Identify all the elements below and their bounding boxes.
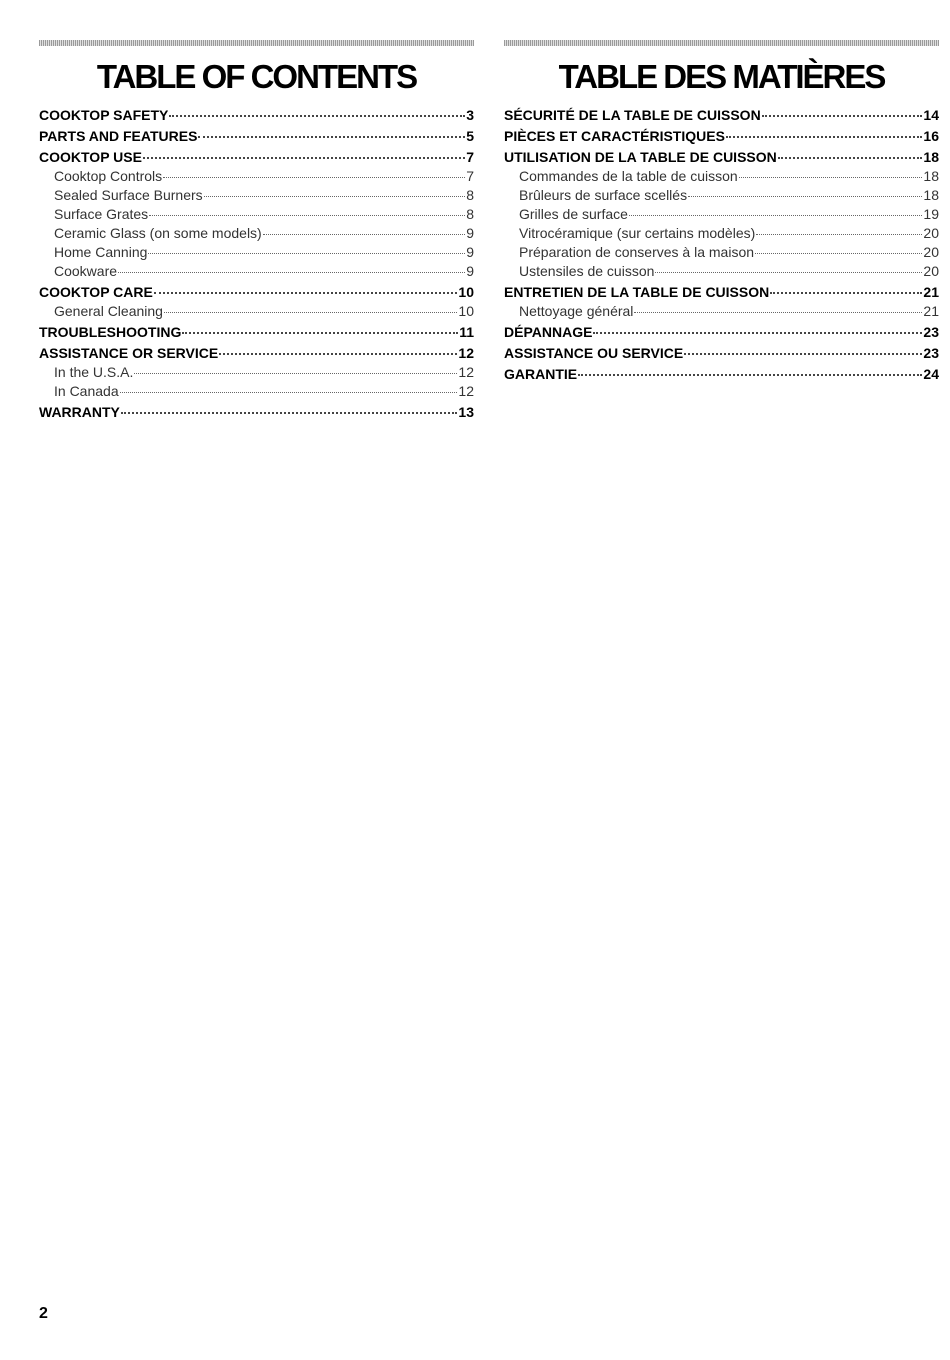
dot-leader bbox=[634, 312, 922, 313]
toc-section-entry[interactable] bbox=[504, 365, 939, 384]
toc-entry-page: 19 bbox=[923, 206, 939, 222]
toc-entry-label: WARRANTY bbox=[39, 404, 120, 420]
toc-section-entry[interactable] bbox=[504, 127, 939, 146]
dot-leader bbox=[182, 332, 458, 334]
dot-leader bbox=[684, 353, 922, 355]
dot-leader bbox=[163, 177, 465, 178]
toc-entry-label: Ceramic Glass (on some models) bbox=[54, 225, 262, 241]
toc-entry-page: 23 bbox=[923, 345, 939, 361]
toc-entry-label: Nettoyage général bbox=[519, 303, 634, 319]
toc-entry-label: Surface Grates bbox=[54, 206, 149, 222]
dot-leader bbox=[726, 136, 923, 138]
dot-leader bbox=[756, 234, 922, 235]
dot-leader bbox=[219, 353, 457, 355]
toc-entry-page: 8 bbox=[466, 187, 474, 203]
top-rule bbox=[504, 40, 939, 46]
dot-leader bbox=[154, 292, 458, 294]
toc-entry-page: 16 bbox=[923, 128, 939, 144]
toc-entry-page: 18 bbox=[923, 168, 939, 184]
toc-section-entry[interactable] bbox=[39, 283, 474, 302]
dot-leader bbox=[578, 374, 922, 376]
toc-entry-page: 9 bbox=[466, 225, 474, 241]
dot-leader bbox=[762, 115, 923, 117]
toc-entry-label: TROUBLESHOOTING bbox=[39, 324, 182, 340]
toc-entry-page: 20 bbox=[923, 263, 939, 279]
toc-subsection-entry[interactable] bbox=[504, 186, 939, 205]
toc-entry-page: 20 bbox=[923, 244, 939, 260]
dot-leader bbox=[149, 215, 465, 216]
toc-entry-page: 21 bbox=[923, 284, 939, 300]
dot-leader bbox=[629, 215, 922, 216]
toc-entry-label: Sealed Surface Burners bbox=[54, 187, 203, 203]
toc-subsection-entry[interactable] bbox=[39, 186, 474, 205]
toc-section-entry[interactable] bbox=[504, 283, 939, 302]
toc-entry-page: 7 bbox=[466, 149, 474, 165]
toc-entry-page: 14 bbox=[923, 107, 939, 123]
toc-entry-label: ASSISTANCE OR SERVICE bbox=[39, 345, 219, 361]
toc-entry-label: COOKTOP CARE bbox=[39, 284, 153, 300]
toc-subsection-entry[interactable] bbox=[39, 262, 474, 281]
toc-entry-page: 23 bbox=[923, 324, 939, 340]
dot-leader bbox=[120, 392, 458, 393]
toc-entry-label: Préparation de conserves à la maison bbox=[519, 244, 755, 260]
toc-subsection-entry[interactable] bbox=[504, 262, 939, 281]
toc-subsection-entry[interactable] bbox=[39, 243, 474, 262]
toc-entry-page: 10 bbox=[458, 284, 474, 300]
toc-entry-page: 13 bbox=[458, 404, 474, 420]
toc-subsection-entry[interactable] bbox=[39, 167, 474, 186]
dot-leader bbox=[655, 272, 922, 273]
toc-title-french: TABLE DES MATIÈRES bbox=[558, 58, 885, 95]
toc-entry-label: ENTRETIEN DE LA TABLE DE CUISSON bbox=[504, 284, 770, 300]
dot-leader bbox=[198, 136, 465, 138]
dot-leader bbox=[169, 115, 465, 117]
toc-subsection-entry[interactable] bbox=[504, 224, 939, 243]
toc-entry-label: Vitrocéramique (sur certains modèles) bbox=[519, 225, 756, 241]
top-rule bbox=[39, 40, 474, 46]
toc-list-english bbox=[39, 106, 474, 422]
dot-leader bbox=[164, 312, 457, 313]
toc-section-entry[interactable] bbox=[39, 344, 474, 363]
dot-leader bbox=[688, 196, 922, 197]
toc-entry-page: 11 bbox=[459, 324, 474, 340]
toc-entry-label: Cookware bbox=[54, 263, 118, 279]
toc-entry-label: ASSISTANCE OU SERVICE bbox=[504, 345, 684, 361]
dot-leader bbox=[134, 373, 457, 374]
toc-subsection-entry[interactable] bbox=[504, 167, 939, 186]
toc-entry-label: GARANTIE bbox=[504, 366, 578, 382]
dot-leader bbox=[204, 196, 466, 197]
toc-entry-label: In the U.S.A. bbox=[54, 364, 134, 380]
dot-leader bbox=[739, 177, 923, 178]
toc-subsection-entry[interactable] bbox=[504, 205, 939, 224]
toc-section-entry[interactable] bbox=[39, 148, 474, 167]
toc-entry-label: Commandes de la table de cuisson bbox=[519, 168, 738, 184]
toc-english bbox=[39, 40, 474, 422]
toc-entry-label: Home Canning bbox=[54, 244, 148, 260]
toc-list-french bbox=[504, 106, 939, 384]
toc-entry-label: DÉPANNAGE bbox=[504, 324, 593, 340]
toc-entry-page: 12 bbox=[458, 364, 474, 380]
toc-entry-page: 3 bbox=[466, 107, 474, 123]
toc-section-entry[interactable] bbox=[39, 106, 474, 125]
page-number: 2 bbox=[39, 1305, 48, 1322]
toc-entry-label: SÉCURITÉ DE LA TABLE DE CUISSON bbox=[504, 107, 761, 123]
dot-leader bbox=[143, 157, 465, 159]
toc-entry-label: PARTS AND FEATURES bbox=[39, 128, 198, 144]
toc-subsection-entry[interactable] bbox=[39, 382, 474, 401]
toc-entry-label: UTILISATION DE LA TABLE DE CUISSON bbox=[504, 149, 777, 165]
dot-leader bbox=[755, 253, 922, 254]
toc-entry-page: 20 bbox=[923, 225, 939, 241]
toc-entry-label: General Cleaning bbox=[54, 303, 163, 319]
dot-leader bbox=[770, 292, 922, 294]
toc-entry-page: 5 bbox=[466, 128, 474, 144]
toc-title-english: TABLE OF CONTENTS bbox=[96, 58, 417, 95]
toc-entry-label: COOKTOP USE bbox=[39, 149, 142, 165]
toc-entry-page: 9 bbox=[466, 244, 474, 260]
toc-entry-page: 7 bbox=[466, 168, 474, 184]
dot-leader bbox=[118, 272, 465, 273]
toc-entry-label: Grilles de surface bbox=[519, 206, 628, 222]
toc-entry-page: 10 bbox=[458, 303, 474, 319]
dot-leader bbox=[778, 157, 923, 159]
toc-entry-label: PIÈCES ET CARACTÉRISTIQUES bbox=[504, 128, 725, 144]
toc-entry-page: 18 bbox=[923, 149, 939, 165]
toc-subsection-entry[interactable] bbox=[504, 302, 939, 321]
toc-french bbox=[504, 40, 939, 384]
toc-entry-label: COOKTOP SAFETY bbox=[39, 107, 169, 123]
toc-entry-label: Cooktop Controls bbox=[54, 168, 163, 184]
toc-section-entry[interactable] bbox=[39, 403, 474, 422]
toc-section-entry[interactable] bbox=[504, 344, 939, 363]
toc-section-entry[interactable] bbox=[504, 106, 939, 125]
dot-leader bbox=[263, 234, 465, 235]
dot-leader bbox=[121, 412, 458, 414]
toc-section-entry[interactable] bbox=[504, 148, 939, 167]
dot-leader bbox=[593, 332, 922, 334]
toc-entry-page: 21 bbox=[923, 303, 939, 319]
toc-entry-label: Brûleurs de surface scellés bbox=[519, 187, 688, 203]
toc-entry-page: 24 bbox=[923, 366, 939, 382]
toc-entry-label: In Canada bbox=[54, 383, 119, 399]
toc-section-entry[interactable] bbox=[504, 323, 939, 342]
toc-section-entry[interactable] bbox=[39, 127, 474, 146]
toc-entry-page: 18 bbox=[923, 187, 939, 203]
toc-subsection-entry[interactable] bbox=[39, 205, 474, 224]
toc-entry-page: 8 bbox=[466, 206, 474, 222]
toc-subsection-entry[interactable] bbox=[39, 224, 474, 243]
toc-entry-page: 9 bbox=[466, 263, 474, 279]
dot-leader bbox=[148, 253, 465, 254]
toc-subsection-entry[interactable] bbox=[39, 302, 474, 321]
toc-subsection-entry[interactable] bbox=[504, 243, 939, 262]
toc-entry-page: 12 bbox=[458, 383, 474, 399]
toc-section-entry[interactable] bbox=[39, 323, 474, 342]
toc-entry-page: 12 bbox=[458, 345, 474, 361]
toc-entry-label: Ustensiles de cuisson bbox=[519, 263, 655, 279]
toc-subsection-entry[interactable] bbox=[39, 363, 474, 382]
